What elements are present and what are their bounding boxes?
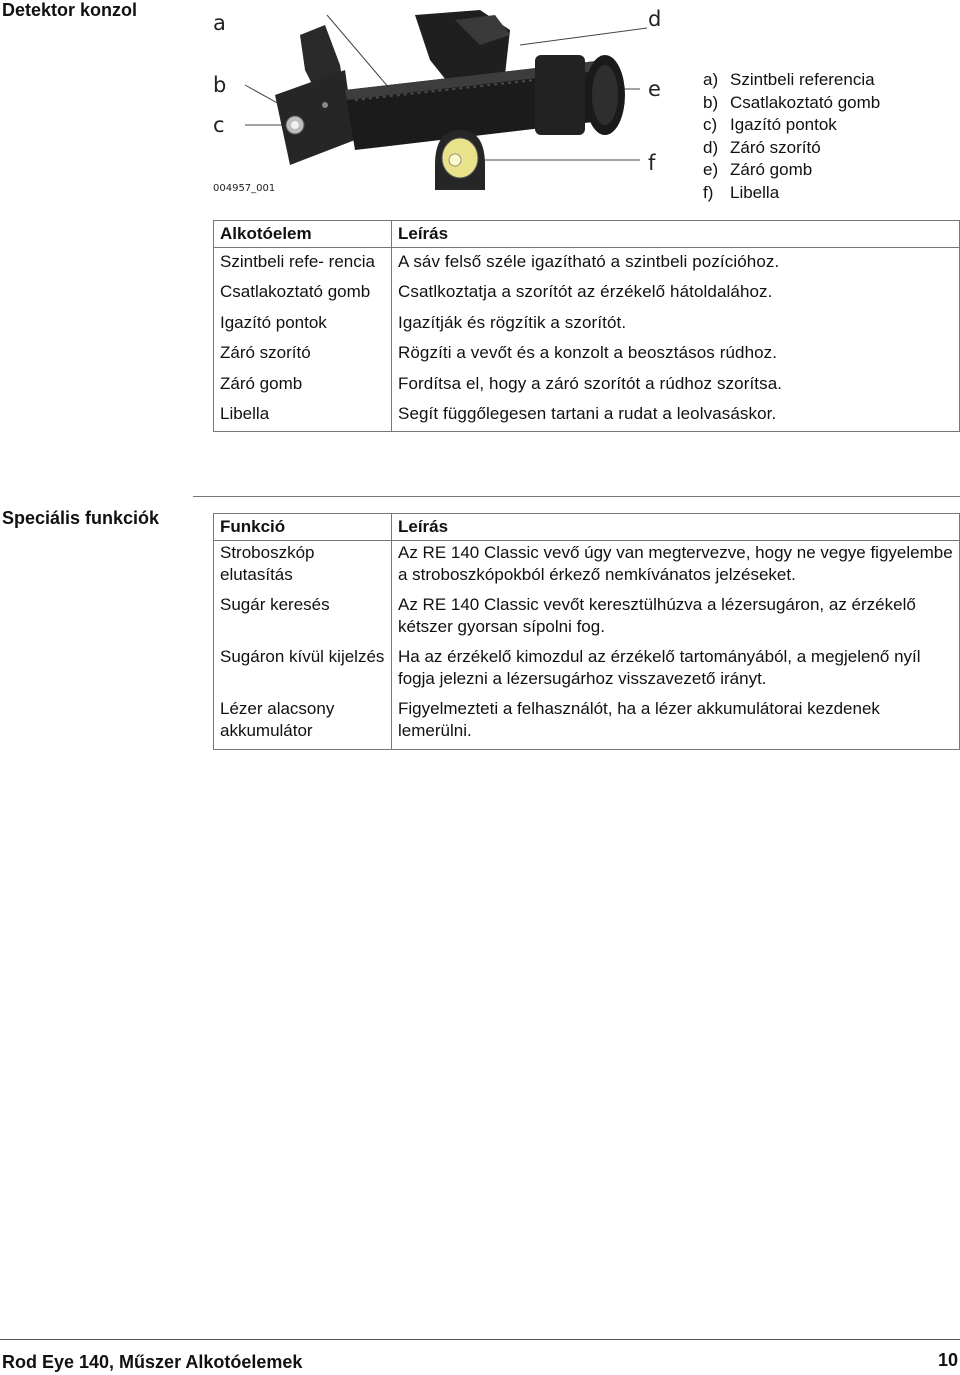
table-row	[214, 645, 960, 697]
component-cell: Záró gomb	[214, 370, 392, 401]
legend-item	[703, 114, 880, 137]
component-table	[213, 220, 960, 432]
table-row	[214, 370, 960, 401]
function-table	[213, 513, 960, 750]
table-row	[214, 278, 960, 309]
legend-text: Záró gomb	[730, 160, 813, 179]
legend-item	[703, 137, 880, 160]
callout-c: c	[213, 113, 225, 137]
component-cell: Igazító pontok	[214, 309, 392, 340]
component-cell: Záró szorító	[214, 339, 392, 370]
legend-text: Szintbeli referencia	[730, 70, 875, 89]
component-cell: Libella	[214, 400, 392, 431]
description-cell: Rögzíti a vevőt és a konzolt a beosztásos rúdhoz.	[392, 339, 960, 370]
detector-bracket-figure	[205, 0, 685, 205]
description-cell: Fordítsa el, hogy a záró szorítót a rúdhoz szorítsa.	[392, 370, 960, 401]
description-cell: Segít függőlegesen tartani a rudat a leolvasáskor.	[392, 400, 960, 431]
legend-key: a)	[703, 70, 719, 89]
table-row	[214, 309, 960, 340]
table-row	[214, 593, 960, 645]
page-number: 10	[937, 1350, 958, 1370]
legend-text: Csatlakoztató gomb	[730, 92, 881, 112]
function-cell: Sugáron kívül kijelzés	[214, 645, 392, 697]
legend-key: c)	[703, 115, 718, 134]
column-header-description: Leírás	[392, 221, 960, 248]
callout-f: f	[648, 151, 656, 175]
function-cell: Lézer alacsony akkumulátor	[214, 697, 392, 750]
table-row	[214, 339, 960, 370]
table-row	[214, 247, 960, 278]
table-row	[214, 540, 960, 593]
function-cell: Stroboszkóp elutasítás	[214, 540, 392, 593]
section-divider	[193, 496, 960, 497]
description-cell: A sáv felső széle igazítható a szintbeli pozícióhoz.	[392, 247, 960, 278]
callout-a: a	[213, 11, 226, 35]
footer-divider	[0, 1339, 960, 1340]
figure-code: 004957_001	[213, 183, 276, 194]
function-cell: Sugár keresés	[214, 593, 392, 645]
column-header-function: Funkció	[214, 514, 392, 541]
legend-item	[703, 92, 880, 115]
section-title-detector-bracket: Detektor konzol	[2, 0, 138, 20]
legend-text: Libella	[730, 182, 780, 202]
table-header-row	[214, 514, 960, 541]
section-title-special-functions: Speciális funkciók	[2, 508, 160, 528]
description-cell: Csatlkoztatja a szorítót az érzékelő hátoldalához.	[392, 278, 960, 309]
column-header-description: Leírás	[392, 514, 960, 541]
callout-d: d	[648, 7, 662, 31]
legend-key: d)	[703, 137, 719, 157]
description-cell: Ha az érzékelő kimozdul az érzékelő tartományából, a megjelenő nyíl fogja jelezni a lézersugárhoz visszavezető irányt.	[392, 645, 960, 697]
callout-e: e	[648, 77, 661, 101]
column-header-component: Alkotóelem	[214, 221, 392, 248]
legend-text: Igazító pontok	[730, 115, 837, 134]
description-cell: Az RE 140 Classic vevőt keresztülhúzva a lézersugáron, az érzékelő kétszer gyorsan sípolni fog.	[392, 593, 960, 645]
description-cell: Igazítják és rögzítik a szorítót.	[392, 309, 960, 340]
legend-item	[703, 159, 880, 182]
description-cell: Figyelmezteti a felhasználót, ha a lézer akkumulátorai kezdenek lemerülni.	[392, 697, 960, 750]
table-header-row	[214, 221, 960, 248]
component-cell: Csatlakoztató gomb	[214, 278, 392, 309]
legend-item	[703, 182, 880, 205]
table-row	[214, 697, 960, 750]
figure-legend	[703, 69, 880, 204]
footer-title: Rod Eye 140, Műszer Alkotóelemek	[2, 1352, 303, 1372]
table-row	[214, 400, 960, 431]
legend-item	[703, 69, 880, 92]
legend-key: e)	[703, 160, 719, 179]
legend-key: b)	[703, 92, 719, 112]
description-cell: Az RE 140 Classic vevő úgy van megtervezve, hogy ne vegye figyelembe a stroboszkópokból érkező nemkívánatos jelzéseket.	[392, 540, 960, 593]
legend-text: Záró szorító	[730, 137, 821, 157]
callout-b: b	[213, 73, 227, 97]
component-cell: Szintbeli refe- rencia	[214, 247, 392, 278]
legend-key: f)	[703, 182, 714, 202]
